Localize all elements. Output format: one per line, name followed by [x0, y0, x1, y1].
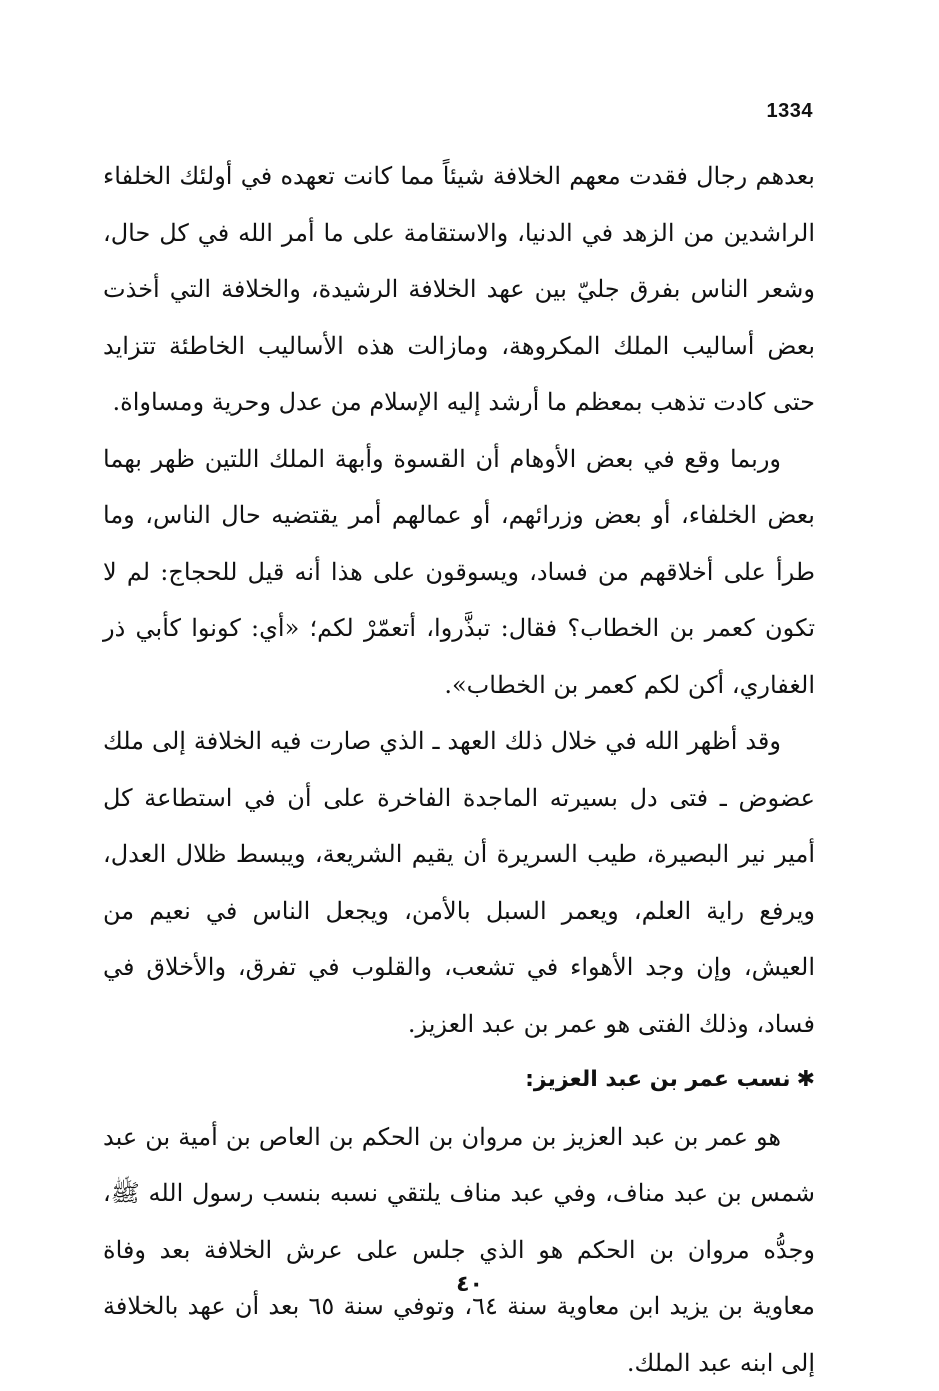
paragraph-4: هو عمر بن عبد العزيز بن مروان بن الحكم بن العاص بن أمية بن عبد شمس بن عبد مناف، وفي عبد مناف يلتقي نسبه بنسب رسول الله ﷺ، وجدُّه مروان بن الحكم هو الذي جلس على عرش الخلافة بعد وفاة معاوية بن يزيد ابن معاوية سنة ٦٤، وتوفي سنة ٦٥ بعد أن عهد بالخلافة إلى ابنه عبد الملك.: [103, 1109, 815, 1391]
paragraph-1: بعدهم رجال فقدت معهم الخلافة شيئاً مما كانت تعهده في أولئك الخلفاء الراشدين من الزهد في الدنيا، والاستقامة على ما أمر الله في كل حال، وشعر الناس بفرق جليّ بين عهد الخلافة الرشيدة، والخلافة التي أخذت بعض أساليب الملك المكروهة، ومازالت هذه الأساليب الخاطئة تتزايد حتى كادت تذهب بمعظم ما أرشد إليه الإسلام من عدل وحرية ومساواة.: [103, 148, 815, 431]
section-heading: [103, 1052, 815, 1109]
paragraph-3: وقد أظهر الله في خلال ذلك العهد ـ الذي صارت فيه الخلافة إلى ملك عضوض ـ فتى دل بسيرته الماجدة الفاخرة على أن في استطاعة كل أمير نير البصيرة، طيب السريرة أن يقيم الشريعة، ويبسط ظلال العدل، ويرفع راية العلم، ويعمر السبل بالأمن، ويجعل الناس في نعيم من العيش، وإن وجد الأهواء في تشعب، والقلوب في تفرق، والأخلاق في فساد، وذلك الفتى هو عمر بن عبد العزيز.: [103, 713, 815, 1052]
page-number: ٤٠: [0, 1272, 939, 1297]
asterisk-bullet-icon: ✱: [797, 1052, 815, 1109]
page-code: 1334: [767, 100, 814, 123]
section-heading-text: نسب عمر بن عبد العزيز:: [525, 1067, 790, 1092]
body-text: [103, 148, 815, 1391]
paragraph-2: وربما وقع في بعض الأوهام أن القسوة وأبهة الملك اللتين ظهر بهما بعض الخلفاء، أو بعض وزرائهم، أو عمالهم أمر يقتضيه حال الناس، وما طرأ على أخلاقهم من فساد، ويسوقون على هذا أنه قيل للحجاج: لم لا تكون كعمر بن الخطاب؟ فقال: تبذَّروا، أتعمّرْ لكم؛ «أي: كونوا كأبي ذر الغفاري، أكن لكم كعمر بن الخطاب».: [103, 431, 815, 714]
